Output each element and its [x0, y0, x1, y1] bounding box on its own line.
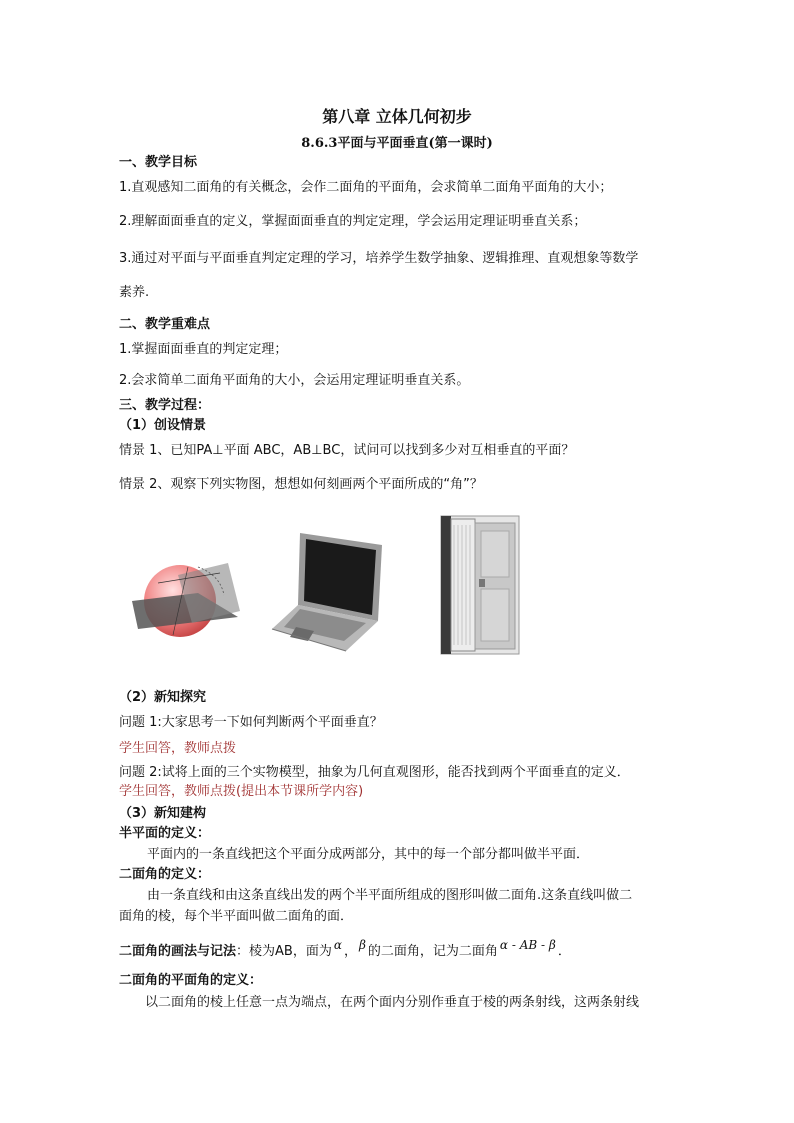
- dihedral-text-2: 面角的棱，每个半平面叫做二面角的面．: [119, 909, 354, 924]
- notation-text-a: ：棱为AB，面为: [236, 944, 332, 959]
- build-heading: （3）新知建构: [119, 806, 207, 821]
- sphere-plane-image: [128, 555, 258, 647]
- laptop-image: [270, 523, 388, 653]
- plane-angle-heading: 二面角的平面角的定义：: [119, 973, 263, 988]
- question-1: 问题 1:大家思考一下如何判断两个平面垂直？: [119, 715, 383, 730]
- half-plane-heading: 半平面的定义：: [119, 826, 211, 841]
- goal-item-3: 3.通过对平面与平面垂直判定定理的学习，培养学生数学抽象、逻辑推理、直观想象等数学: [119, 251, 639, 266]
- notation-end: ．: [557, 944, 571, 959]
- notation-comma: ，: [343, 944, 357, 959]
- dihedral-text-1: 由一条直线和由这条直线出发的两个半平面所组成的图形叫做二面角.这条直线叫做二: [147, 888, 633, 903]
- goal-item-1: 1.直观感知二面角的有关概念，会作二面角的平面角，会求简单二面角平面角的大小；: [119, 180, 613, 195]
- section-title: 8.6.3平面与平面垂直(第一课时): [301, 136, 493, 151]
- scene-1: 情景 1、已知PA⊥平面 ABC，AB⊥BC，试问可以找到多少对互相垂直的平面？: [119, 443, 575, 458]
- key-point-1: 1.掌握面面垂直的判定定理；: [119, 342, 288, 357]
- notation-heading: 二面角的画法与记法: [119, 944, 237, 959]
- goal-item-2: 2.理解面面垂直的定义，掌握面面垂直的判定定理，学会运用定理证明垂直关系；: [119, 214, 587, 229]
- beta-symbol: β: [358, 938, 366, 952]
- question-2: 问题 2:试将上面的三个实物模型，抽象为几何直观图形，能否找到两个平面垂直的定义．: [119, 765, 630, 780]
- notation-line: [119, 938, 571, 960]
- dihedral-heading: 二面角的定义：: [119, 867, 211, 882]
- notation-expression: α - AB - β: [499, 938, 556, 952]
- process-heading: 三、教学过程：: [119, 398, 211, 413]
- notation-text-b: 的二面角，记为二面角: [367, 944, 498, 959]
- answer-2: 学生回答，教师点拨(提出本节课所学内容): [119, 784, 364, 799]
- explore-heading: （2）新知探究: [119, 690, 207, 705]
- scene-2: 情景 2、观察下列实物图，想想如何刻画两个平面所成的“角”？: [119, 477, 483, 492]
- goal-item-3-cont: 素养.: [119, 285, 150, 300]
- key-points-heading: 二、教学重难点: [119, 317, 211, 332]
- answer-1: 学生回答，教师点拨: [119, 741, 237, 756]
- chapter-title: 第八章 立体几何初步: [322, 107, 472, 126]
- alpha-symbol: α: [333, 938, 342, 952]
- half-plane-text: 平面内的一条直线把这个平面分成两部分，其中的每一个部分都叫做半平面．: [147, 847, 590, 862]
- door-image: [440, 515, 520, 655]
- plane-angle-text: 以二面角的棱上任意一点为端点，在两个面内分别作垂直于棱的两条射线，这两条射线: [145, 995, 640, 1010]
- key-point-2: 2.会求简单二面角平面角的大小，会运用定理证明垂直关系。: [119, 373, 470, 388]
- goals-heading: 一、教学目标: [119, 155, 198, 170]
- scene-heading: （1）创设情景: [119, 418, 207, 433]
